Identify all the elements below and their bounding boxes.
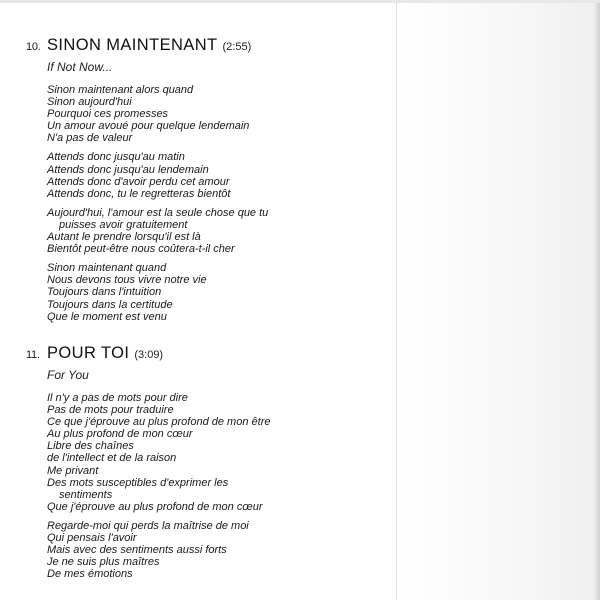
song-header bbox=[26, 36, 268, 55]
lyric-line: Un amour avoué pour quelque lendemain bbox=[47, 120, 250, 133]
lyric-line: Toujours dans l'intuition bbox=[47, 286, 162, 299]
song-11 bbox=[26, 344, 270, 580]
song-duration: (3:09) bbox=[134, 349, 164, 361]
lyric-line: Aujourd'hui, l'amour est la seule chose que tu bbox=[47, 206, 269, 219]
lyric-line: Attends donc jusqu'au matin bbox=[47, 151, 185, 164]
lyric-line: Sinon maintenant quand bbox=[47, 262, 167, 275]
lyric-line: Attends donc d'avoir perdu cet amour bbox=[47, 175, 230, 188]
lyric-line: De mes émotions bbox=[47, 568, 133, 581]
song-header bbox=[26, 344, 270, 363]
lyric-line: Regarde-moi qui perds la maîtrise de moi bbox=[47, 519, 249, 532]
song-subtitle: For You bbox=[47, 368, 89, 382]
lyric-line: Sinon maintenant alors quand bbox=[47, 84, 194, 96]
lyric-line: Me privant bbox=[47, 464, 99, 477]
stanza bbox=[47, 207, 268, 255]
lyric-line: Je ne suis plus maîtres bbox=[47, 556, 160, 569]
stanza bbox=[47, 84, 268, 144]
page-edge bbox=[594, 0, 600, 600]
song-duration: (2:55) bbox=[222, 41, 252, 53]
lyric-line: de l'intellect et de la raison bbox=[47, 452, 177, 465]
lyric-line: Pas de mots pour traduire bbox=[47, 404, 174, 417]
stanza bbox=[47, 520, 270, 580]
song-title: SINON MAINTENANT bbox=[47, 36, 218, 54]
lyric-line: Toujours dans la certitude bbox=[47, 298, 173, 311]
song-subtitle: If Not Now... bbox=[47, 60, 113, 74]
lyric-line: Qui pensais l'avoir bbox=[47, 532, 137, 545]
song-title: POUR TOI bbox=[47, 344, 130, 362]
lyric-line: Attends donc, tu le regretteras bientôt bbox=[47, 187, 231, 200]
lyric-line: Autant le prendre lorsqu'il est là bbox=[47, 231, 201, 244]
lyric-line: Ce que j'éprouve au plus profond de mon être bbox=[47, 416, 271, 429]
song-10 bbox=[26, 36, 268, 323]
stanza bbox=[47, 151, 268, 199]
lyric-line: sentiments bbox=[59, 488, 113, 501]
lyric-line: Bientôt peut-être nous coûtera-t-il cher bbox=[47, 243, 235, 256]
page-top-edge bbox=[0, 0, 600, 3]
lyric-line: Pourquoi ces promesses bbox=[47, 108, 169, 121]
lyric-line: Des mots susceptibles d'exprimer les bbox=[47, 476, 229, 489]
lyric-line: Que j'éprouve au plus profond de mon cœur bbox=[47, 500, 263, 513]
lyric-line: Attends donc jusqu'au lendemain bbox=[47, 163, 209, 176]
lyric-line: Que le moment est venu bbox=[47, 310, 167, 323]
track-number: 10. bbox=[26, 41, 41, 53]
lyric-line: N'a pas de valeur bbox=[47, 132, 133, 145]
lyric-line: Il n'y a pas de mots pour dire bbox=[47, 392, 188, 404]
page-fold-shadow bbox=[396, 0, 600, 600]
lyric-line: Nous devons tous vivre notre vie bbox=[47, 274, 207, 287]
stanza bbox=[47, 262, 268, 322]
stanza bbox=[47, 392, 270, 513]
lyric-line: Au plus profond de mon cœur bbox=[47, 428, 193, 441]
lyric-line: Mais avec des sentiments aussi forts bbox=[47, 544, 227, 557]
lyric-line: Sinon aujourd'hui bbox=[47, 96, 132, 109]
lyric-line: Libre des chaînes bbox=[47, 440, 134, 453]
page-fold-line bbox=[396, 0, 397, 600]
track-number: 11. bbox=[26, 349, 40, 361]
lyric-line: puisses avoir gratuitement bbox=[59, 218, 188, 231]
